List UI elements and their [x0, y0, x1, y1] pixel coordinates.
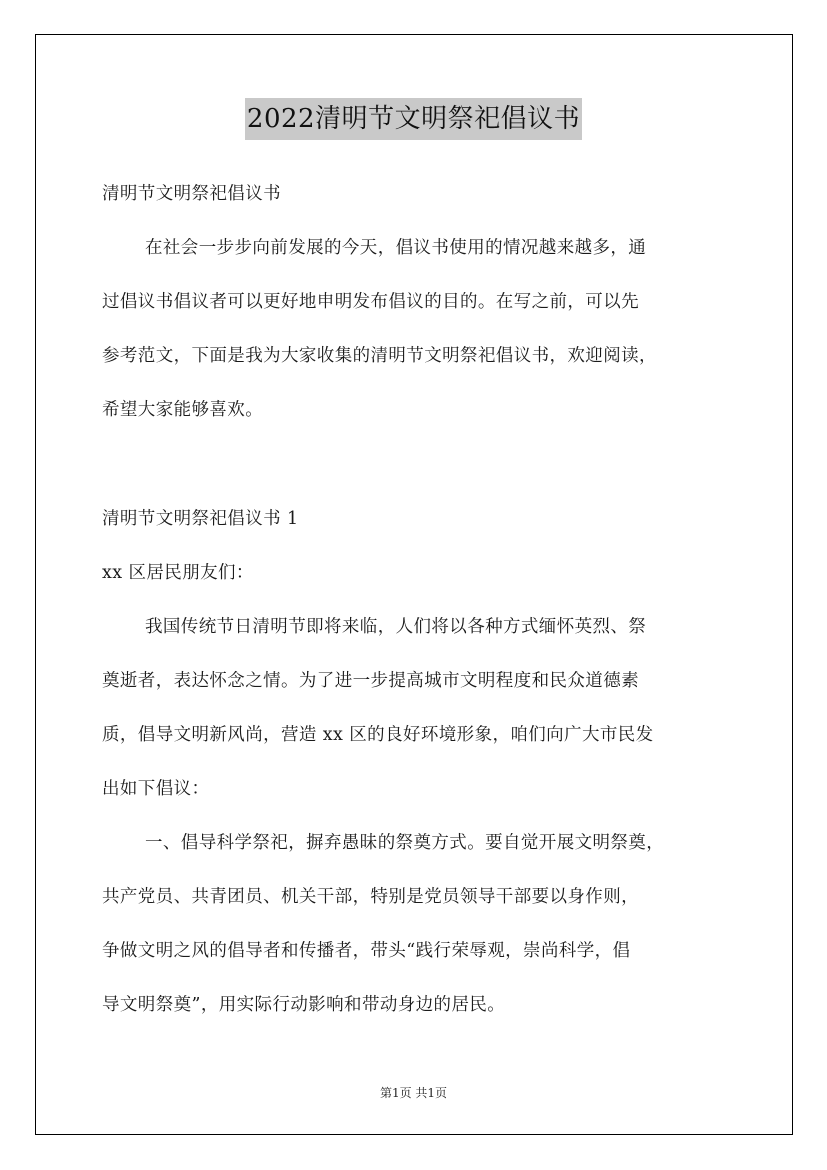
paragraph-line: 我国传统节日清明节即将来临，人们将以各种方式缅怀英烈、祭	[145, 617, 647, 637]
salutation: xx 区居民朋友们：	[102, 563, 254, 583]
paragraph-line: 希望大家能够喜欢。	[102, 400, 264, 420]
paragraph-line: 共产党员、共青团员、机关干部，特别是党员领导干部要以身作则，	[102, 887, 639, 907]
paragraph-line: 出如下倡议：	[102, 779, 210, 799]
paragraph-line: 奠逝者，表达怀念之情。为了进一步提高城市文明程度和民众道德素	[102, 671, 639, 691]
paragraph-line: 在社会一步步向前发展的今天，倡议书使用的情况越来越多，通	[145, 238, 647, 258]
section-heading: 清明节文明祭祀倡议书 1	[102, 509, 299, 529]
paragraph-line: 过倡议书倡议者可以更好地申明发布倡议的目的。在写之前，可以先	[102, 292, 639, 312]
paragraph-line: 导文明祭奠”，用实际行动影响和带动身边的居民。	[102, 995, 506, 1015]
document-title: 2022清明节文明祭祀倡议书	[245, 98, 582, 140]
paragraph-line: 一、倡导科学祭祀，摒弃愚昧的祭奠方式。要自觉开展文明祭奠，	[145, 833, 665, 853]
paragraph-line: 参考范文，下面是我为大家收集的清明节文明祭祀倡议书，欢迎阅读，	[102, 346, 657, 366]
title-container	[0, 98, 827, 140]
page-footer: 第1页 共1页	[379, 1086, 448, 1100]
paragraph-line: 争做文明之风的倡导者和传播者，带头“践行荣辱观，崇尚科学，倡	[102, 941, 631, 961]
paragraph-line: 质，倡导文明新风尚，营造 xx 区的良好环境形象，咱们向广大市民发	[102, 725, 654, 745]
section-heading: 清明节文明祭祀倡议书	[102, 184, 281, 204]
